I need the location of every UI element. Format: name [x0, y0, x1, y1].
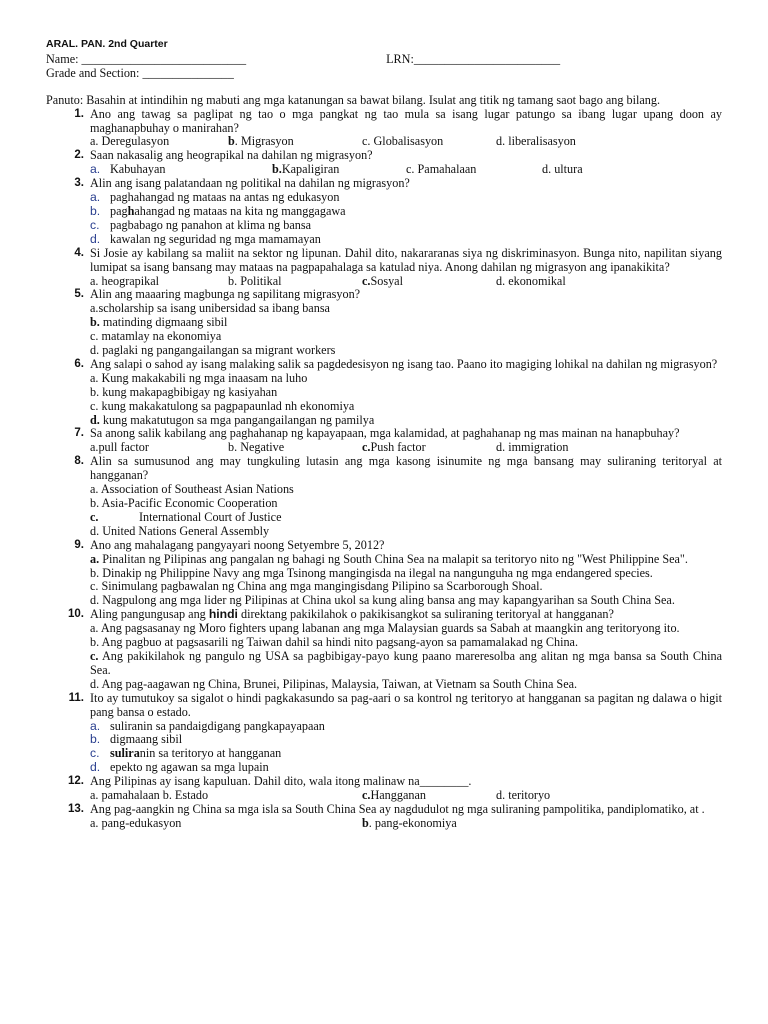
option-a: a. Ang pagsasanay ng Moro fighters upang labanan ang mga Malaysian guards sa Sabah at maangkin ang teritoryong ito.: [90, 621, 680, 636]
grade-section-field: Grade and Section: _______________: [46, 65, 234, 80]
option-a: a.scholarship sa isang unibersidad sa ibang bansa: [90, 301, 330, 316]
option-b: b. paghahangad ng mataas na kita ng manggagawa: [90, 203, 346, 218]
question-text: Alin ang maaaring magbunga ng sapilitang migrasyon?: [90, 287, 361, 302]
question-10: [46, 608, 722, 622]
question-number: 5.: [74, 288, 84, 301]
question-4-options: [46, 275, 722, 289]
question-number: 7.: [74, 427, 84, 440]
option-d: d. immigration: [496, 440, 569, 455]
option-c: c. suliranin sa teritoryo at hangganan: [90, 746, 282, 761]
option-d: d. teritoryo: [496, 788, 551, 803]
option-c: c.Sosyal: [362, 273, 403, 288]
question-text: Sa anong salik kabilang ang paghahanap ng kapayapaan, mga kalamidad, at paghahanap ng mas mainan na hanapbuhay?: [90, 426, 680, 441]
option-d: d. ekonomikal: [496, 273, 566, 288]
option-b: b. pang-ekonomiya: [362, 815, 457, 830]
option-c: c. kung makakatulong sa pagpapaunlad nh ekonomiya: [90, 398, 355, 413]
question-2-options: [46, 163, 722, 177]
question-number: 1.: [74, 107, 84, 120]
question-number: 11.: [68, 691, 84, 704]
option-a: a. paghahangad ng mataas na antas ng edukasyon: [90, 190, 340, 205]
question-text: Alin ang isang palatandaan ng politikal na dahilan ng migrasyon?: [90, 176, 410, 191]
option-a: a. Deregulasyon: [90, 134, 170, 149]
option-b: b. Asia-Pacific Economic Cooperation: [90, 496, 278, 510]
option-marker: a.: [90, 162, 101, 177]
question-1-options: [46, 135, 722, 149]
question-number: 2.: [74, 149, 84, 162]
option-d: d. kawalan ng seguridad ng mga mamamayan: [90, 231, 321, 246]
answer-letter: b.: [90, 315, 100, 330]
question-12-options: [46, 789, 722, 803]
option-a-b: a. pamahalaan b. Estado: [90, 788, 209, 803]
option-d: d. Ang pag-aagawan ng China, Brunei, Pilipinas, Malaysia, Taiwan, at Vietnam sa South China Sea.: [90, 676, 578, 691]
question-text: Ang Pilipinas ay isang kapuluan. Dahil dito, wala itong malinaw na________.: [90, 774, 472, 789]
option-a: a. Kabuhayan: [90, 162, 166, 177]
question-text: Ano ang tawag sa paglipat ng tao o mga pangkat ng tao mula sa isang lugar patungo sa ibang lugar upang doon ay maghanapbuhay o manirahan?: [90, 106, 722, 135]
name-field: Name: ___________________________: [46, 51, 247, 66]
option-c: c. matamlay na ekonomiya: [90, 329, 222, 344]
option-marker: a.: [90, 190, 101, 205]
question-text: Ano ang mahalagang pangyayari noong Setyembre 5, 2012?: [90, 537, 385, 552]
question-1: [46, 108, 722, 136]
option-d: d. Nagpulong ang mga lider ng Pilipinas at China ukol sa kung aling bansa ang may kapangyarihan sa South China Sea.: [90, 593, 675, 608]
question-2: [46, 149, 722, 163]
option-c: c. Globalisasyon: [362, 134, 444, 149]
answer-letter: b.: [272, 162, 282, 177]
option-d: d. United Nations General Assembly: [90, 523, 270, 538]
answer-letter: c.: [362, 788, 371, 803]
option-d: d. ultura: [542, 162, 583, 177]
question-number: 6.: [74, 357, 84, 370]
option-marker: b.: [90, 203, 101, 218]
instructions: Panuto: Basahin at intindihin ng mabuti ang mga katanungan sa bawat bilang. Isulat ang titik ng tamang saot bago ang bilang.: [46, 92, 660, 107]
question-7: [46, 427, 722, 441]
question-text: Saan nakasalig ang heograpikal na dahilan ng migrasyon?: [90, 148, 373, 163]
worksheet-title: ARAL. PAN. 2nd Quarter: [46, 38, 168, 50]
option-b: b. Dinakip ng Philippine Navy ang mga Tsinong mangingisda na ilegal na nangunguha ng mga endangered species.: [90, 565, 653, 580]
option-b: b. Negative: [228, 440, 285, 455]
answer-letter: d.: [90, 412, 100, 427]
option-b: b. Politikal: [228, 273, 282, 288]
answer-letter: c.: [90, 509, 99, 524]
question-3: [46, 177, 722, 191]
question-number: 10.: [68, 608, 84, 621]
option-b: b. matinding digmaang sibil: [90, 315, 228, 330]
option-c: c. Pamahalaan: [406, 162, 477, 177]
question-text: Aling pangungusap ang hindi direktang pakikilahok o pakikisangkot sa suliraning teritoryal at hangganan?: [90, 607, 614, 622]
option-marker: d.: [90, 231, 101, 246]
question-number: 9.: [74, 538, 84, 551]
option-b: b. Ang pagbuo at pagsasarili ng Taiwan dahil sa hindi nito pagsang-ayon sa pamamalakad ng China.: [90, 635, 579, 650]
option-c: c. International Court of Justice: [90, 509, 282, 524]
question-text: Ang salapi o sahod ay isang malaking salik sa pagdedesisyon ng isang tao. Paano ito magiging lohikal na dahilan ng migrasyon?: [90, 356, 718, 371]
option-c: c.Hangganan: [362, 788, 426, 803]
question-13-options: [46, 817, 722, 831]
question-number: 8.: [74, 455, 84, 468]
option-marker: b.: [90, 732, 101, 747]
answer-letter: c.: [362, 440, 371, 455]
option-marker: c.: [90, 217, 100, 232]
option-a: a. Pinalitan ng Pilipinas ang pangalan ng bahagi ng South China Sea na malapit sa teritoryo nito ng "West Philippine Sea".: [90, 551, 688, 566]
question-text: Ito ay tumutukoy sa sigalot o hindi pagkakasundo sa pag-aari o sa kontrol ng teritoryo at hangganan sa pagitan ng dalawa o higit pang bansa o estado.: [90, 690, 722, 719]
option-b: b. Migrasyon: [228, 134, 294, 149]
question-11: [46, 692, 722, 720]
option-a: a. Association of Southeast Asian Nations: [90, 482, 294, 497]
answer-letter: a.: [90, 551, 100, 566]
option-marker: c.: [90, 746, 100, 761]
question-text: Si Josie ay kabilang sa maliit na sektor ng lipunan. Dahil dito, nakararanas siya ng diskriminasyon. Bunga nito, napilitan siyang lumipat sa isang bansang may mataas na pagpapahalaga sa katulad niya. Anong dahilan ng migrasyon ang ipanakikita?: [90, 245, 722, 274]
question-text: Alin sa sumusunod ang may tungkuling lutasin ang mga kasong isinumite ng mga bansang may suliraning teritoryal at hangganan?: [90, 454, 722, 483]
question-6: [46, 358, 722, 372]
answer-letter: c.: [362, 273, 371, 288]
option-a: a. Kung makakabili ng mga inaasam na luho: [90, 370, 308, 385]
option-marker: d.: [90, 760, 101, 775]
answer-letter: b: [362, 815, 369, 830]
option-d: d. paglaki ng pangangailangan sa migrant workers: [90, 343, 336, 358]
option-c: c.Push factor: [362, 440, 426, 455]
answer-letter: b: [228, 134, 235, 149]
question-13: [46, 803, 722, 817]
question-7-options: [46, 441, 722, 455]
question-5: [46, 288, 722, 302]
option-a: a.pull factor: [90, 440, 149, 455]
lrn-field: LRN:________________________: [386, 51, 561, 66]
option-a: a. heograpikal: [90, 273, 160, 288]
question-8: [46, 455, 722, 483]
question-9: [46, 539, 722, 553]
option-d: d. kung makatutugon sa mga pangangailangan ng pamilya: [90, 412, 375, 427]
question-12: [46, 775, 722, 789]
option-b: b. digmaang sibil: [90, 732, 183, 747]
option-d: d. epekto ng agawan sa mga lupain: [90, 760, 269, 775]
question-text: Ang pag-aangkin ng China sa mga isla sa South China Sea ay nagdudulot ng mga suliraning pampolitika, pandiplomatiko, at .: [90, 801, 705, 816]
question-number: 3.: [74, 177, 84, 190]
option-c: c. pagbabago ng panahon at klima ng bansa: [90, 217, 312, 232]
option-a: a. pang-edukasyon: [90, 815, 182, 830]
question-number: 4.: [74, 246, 84, 259]
option-c: c. Sinimulang pagbawalan ng China ang mga mangingisdang Pilipino sa Scarborough Shoal.: [90, 579, 543, 594]
option-b: b.Kapaligiran: [272, 162, 340, 177]
option-c: c. Ang pakikilahok ng pangulo ng USA sa pagbibigay-payo kung paano mareresolba ang alitan ng mga bansa sa South China Sea.: [90, 648, 722, 677]
option-marker: a.: [90, 718, 101, 733]
question-4: [46, 247, 722, 275]
question-number: 12.: [68, 775, 84, 788]
name-lrn-row: [46, 53, 722, 67]
option-a: a. suliranin sa pandaigdigang pangkapayapaan: [90, 718, 325, 733]
question-number: 13.: [68, 802, 84, 815]
option-b: b. kung makapagbibigay ng kasiyahan: [90, 384, 278, 399]
option-d: d. liberalisasyon: [496, 134, 576, 149]
answer-letter: c.: [90, 648, 99, 663]
